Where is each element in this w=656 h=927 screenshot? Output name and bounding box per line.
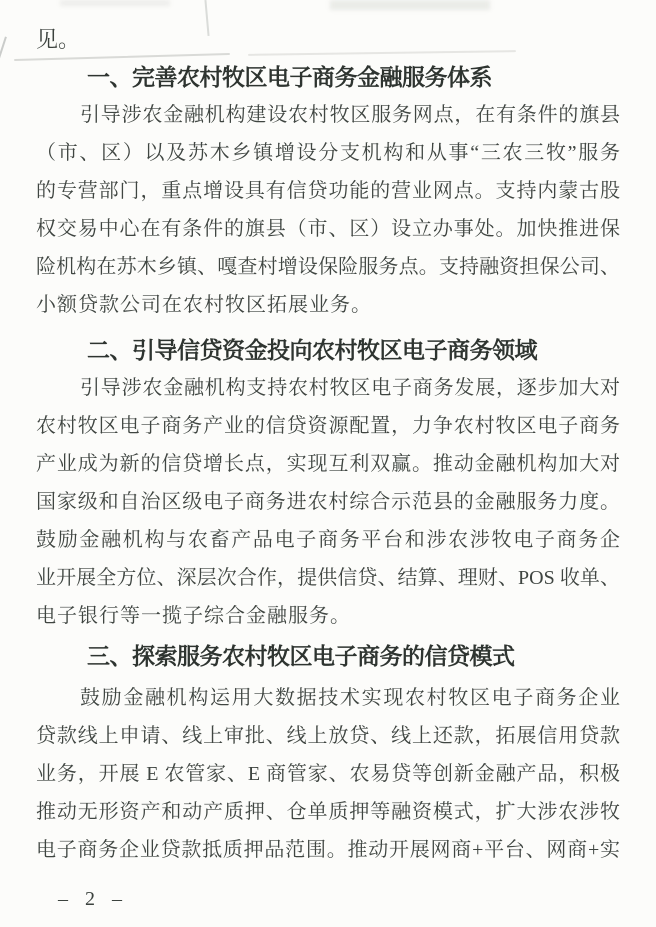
scan-artifact-diagonal-line (0, 36, 7, 67)
paragraph-line: 推动无形资产和动产质押、仓单质押等融资模式，扩大涉农涉牧 (36, 801, 620, 823)
section-3-heading: 三、探索服务农村牧区电子商务的信贷模式 (87, 643, 515, 669)
section-1-heading: 一、完善农村牧区电子商务金融服务体系 (87, 64, 492, 90)
paragraph-line: （市、区）以及苏木乡镇增设分支机构和从事“三农三牧”服务 (36, 142, 620, 164)
scan-artifact-horizontal-line (14, 53, 230, 61)
paragraph-line: 业务，开展 E 农管家、E 商管家、农易贷等创新金融产品，积极 (36, 763, 620, 785)
paragraph-line: 业开展全方位、深层次合作，提供信贷、结算、理财、POS 收单、 (36, 567, 620, 589)
scan-artifact-horizontal-line-2 (248, 50, 516, 56)
paragraph-line: 鼓励金融机构运用大数据技术实现农村牧区电子商务企业 (80, 687, 620, 709)
section-3-paragraph (36, 679, 620, 869)
page-number: – 2 – (58, 888, 128, 910)
paragraph-line: 国家级和自治区级电子商务进农村综合示范县的金融服务力度。 (36, 491, 620, 513)
paragraph-line: 权交易中心在有条件的旗县（市、区）设立办事处。加快推进保 (36, 218, 620, 240)
opening-fragment: 见。 (36, 27, 81, 52)
paragraph-line: 引导涉农金融机构支持农村牧区电子商务发展，逐步加大对 (80, 377, 620, 399)
section-2-heading: 二、引导信贷资金投向农村牧区电子商务领域 (87, 337, 537, 363)
paragraph-line: 电子银行等一揽子综合金融服务。 (36, 605, 351, 627)
paragraph-line: 险机构在苏木乡镇、嘎查村增设保险服务点。支持融资担保公司、 (36, 256, 620, 278)
paragraph-line: 贷款线上申请、线上审批、线上放贷、线上还款，拓展信用贷款 (36, 725, 620, 747)
scan-artifact-smudge (330, 0, 490, 10)
paragraph-line: 引导涉农金融机构建设农村牧区服务网点，在有条件的旗县 (80, 104, 620, 126)
paragraph-line: 的专营部门，重点增设具有信贷功能的营业网点。支持内蒙古股 (36, 180, 620, 202)
section-1-paragraph (36, 96, 620, 324)
scan-artifact-smudge-2 (60, 0, 170, 6)
paragraph-line: 产业成为新的信贷增长点，实现互利双赢。推动金融机构加大对 (36, 453, 620, 475)
paragraph-line: 小额贷款公司在农村牧区拓展业务。 (36, 294, 372, 316)
paragraph-line: 电子商务企业贷款抵质押品范围。推动开展网商+平台、网商+实 (36, 839, 620, 861)
paragraph-line: 农村牧区电子商务产业的信贷资源配置，力争农村牧区电子商务 (36, 415, 620, 437)
paragraph-line: 鼓励金融机构与农畜产品电子商务平台和涉农涉牧电子商务企 (36, 529, 620, 551)
section-2-paragraph (36, 369, 620, 635)
scan-artifact-vertical-line (204, 0, 209, 36)
